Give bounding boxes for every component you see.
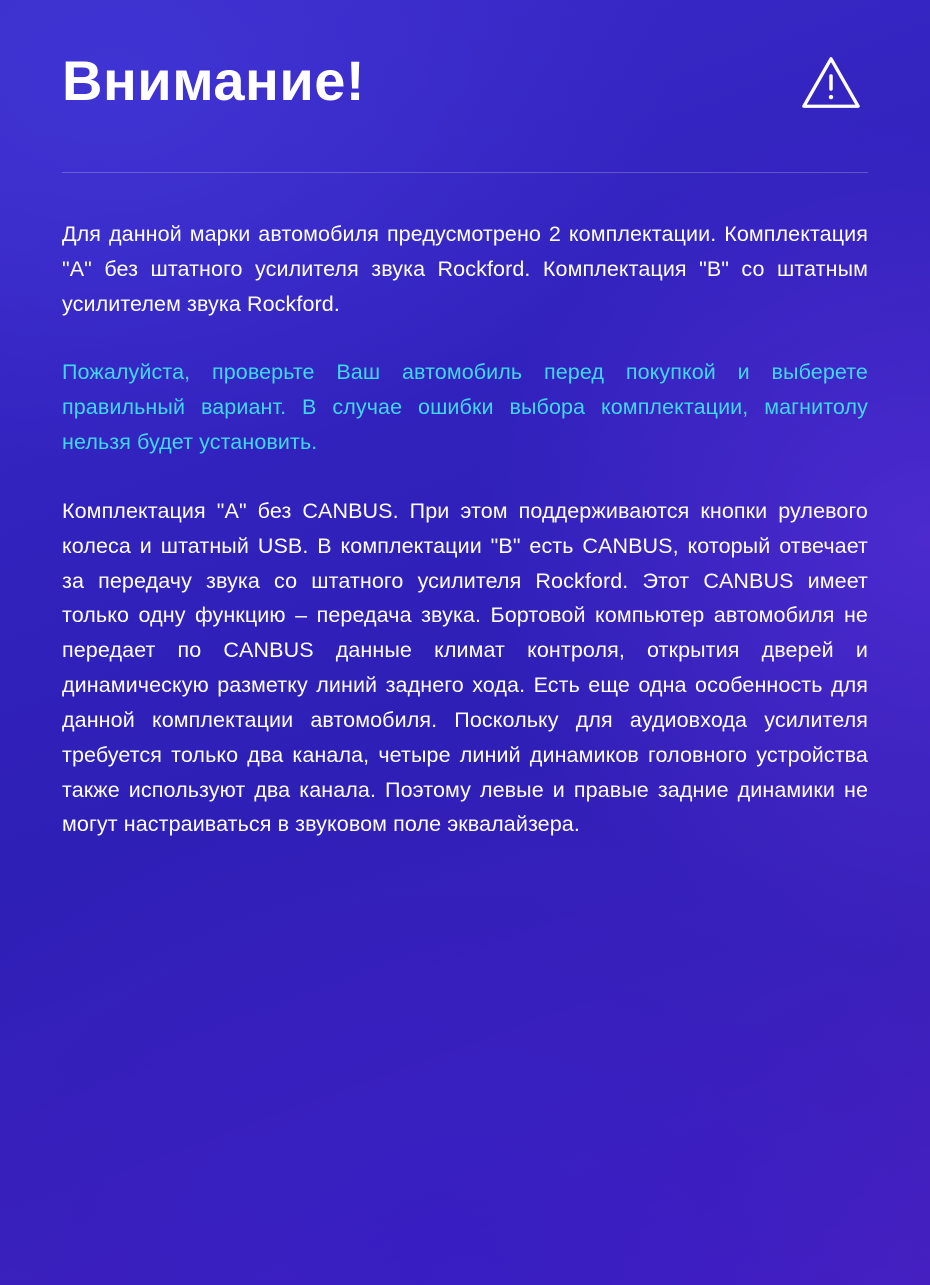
- warning-triangle-icon: [800, 52, 862, 114]
- page-header: [62, 0, 868, 114]
- page-title: Внимание!: [62, 48, 366, 112]
- warning-body: [62, 173, 868, 842]
- paragraph-check-warning: Пожалуйста, проверьте Ваш автомобиль перед покупкой и выберете правильный вариант. В случае ошибки выбора комплектации, магнитолу нельзя будет установить.: [62, 360, 868, 455]
- paragraph-canbus-details: Комплектация "А" без CANBUS. При этом поддерживаются кнопки рулевого колеса и штатный USB. В комплектации "B" есть CANBUS, который отвечает за передачу звука со штатного усилителя Rockford. Этот CANBUS имеет только одну функцию – передача звука. Бортовой компьютер автомобиля не передает по CANBUS данные климат контроля, открытия дверей и динамическую разметку линий заднего хода. Есть еще одна особенность для данной комплектации автомобиля. Поскольку для аудиовхода усилителя требуется только два канала, четыре линий динамиков головного устройства также используют два канала. Поэтому левые и правые задние динамики не могут настраиваться в звуковом поле эквалайзера.: [62, 498, 868, 837]
- paragraph-intro: Для данной марки автомобиля предусмотрено 2 комплектации. Комплектация "А" без штатного усилителя звука Rockford. Комплектация "B" со штатным усилителем звука Rockford.: [62, 222, 868, 316]
